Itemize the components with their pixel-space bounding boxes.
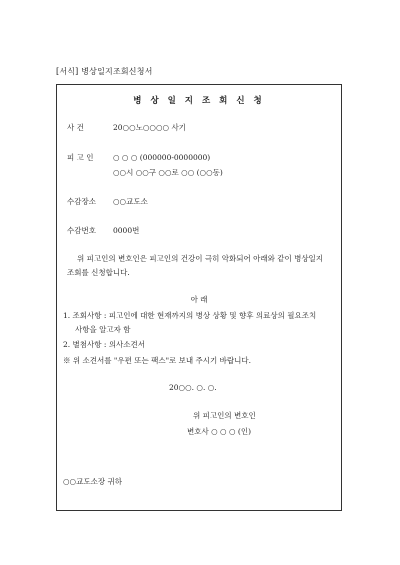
detention-place-label: 수감장소 bbox=[67, 197, 96, 206]
case-value: 20○○노○○○○ 사기 bbox=[113, 123, 186, 132]
item-1: 1. 조회사항 : 피고인에 대한 현재까지의 병상 상황 및 향후 의료상의 필요조치 bbox=[63, 311, 317, 320]
defendant-label: 피 고 인 bbox=[67, 153, 94, 162]
delivery-note: ※ 위 소견서를 "우편 또는 팩스"로 보내 주시기 바랍니다. bbox=[63, 356, 251, 365]
item-2: 2. 별첨사항 : 의사소견서 bbox=[63, 340, 146, 349]
application-date: 20○○. ○. ○. bbox=[169, 383, 217, 392]
body-text-line-2: 조회를 신청합니다. bbox=[67, 268, 130, 277]
addressee: ○○교도소장 귀하 bbox=[63, 477, 122, 486]
form-caption: [서식] 병상일지조회신청서 bbox=[56, 67, 153, 76]
signature-line: 변호사 ○ ○ ○ (인) bbox=[187, 427, 252, 436]
item-1-continuation: 사항을 알고자 함 bbox=[75, 325, 131, 334]
defendant-address: ○○시 ○○구 ○○로 ○○ (○○동) bbox=[113, 168, 223, 177]
defendant-name: ○ ○ ○ (000000-0000000) bbox=[113, 153, 211, 162]
case-label: 사 건 bbox=[67, 123, 84, 132]
signature-role: 위 피고인의 변호인 bbox=[193, 411, 256, 420]
section-heading: 아 래 bbox=[190, 295, 208, 304]
form-title: 병 상 일 지 조 회 신 청 bbox=[133, 96, 265, 106]
inmate-number-value: 0000번 bbox=[113, 226, 140, 235]
detention-place-value: ○○교도소 bbox=[113, 197, 148, 206]
application-form bbox=[56, 84, 342, 511]
body-text-line-1: 위 피고인의 변호인은 피고인의 건강이 극히 악화되어 아래와 같이 병상일지 bbox=[77, 254, 324, 263]
inmate-number-label: 수감번호 bbox=[67, 226, 96, 235]
